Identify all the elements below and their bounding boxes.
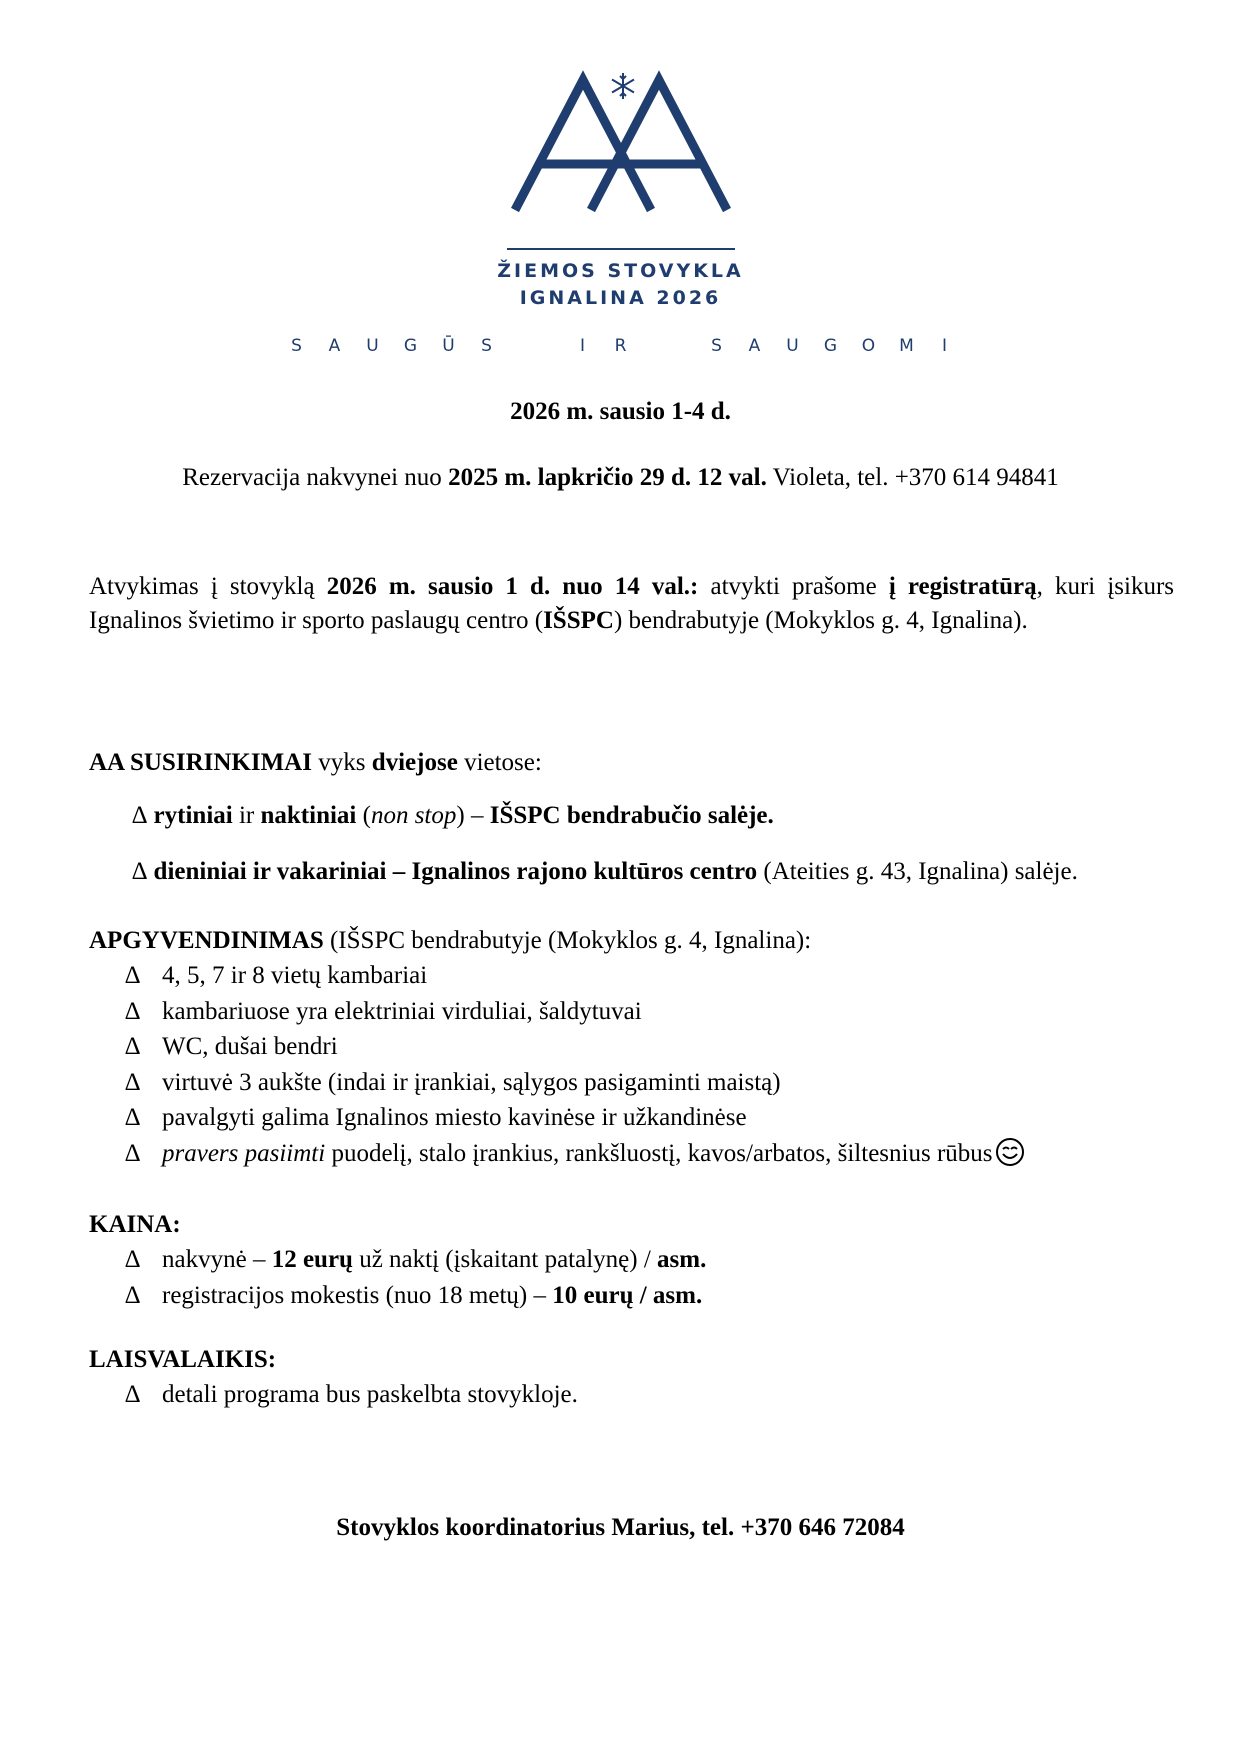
tagline	[0, 336, 1241, 356]
triangle-bullet-icon: ∆	[125, 962, 141, 989]
list-item: ∆ kambariuose yra elektriniai virduliai, šaldytuvai	[89, 994, 1189, 1030]
event-date: 2026 m. sausio 1-4 d.	[510, 398, 731, 425]
triangle-bullet-icon: ∆	[125, 1281, 141, 1309]
tagline-letter: A	[328, 336, 341, 356]
reservation-contact: Violeta, tel. +370 614 94841	[766, 464, 1059, 491]
logo-divider	[507, 248, 735, 250]
tagline-letter: Ū	[442, 336, 455, 356]
triangle-bullet-icon: ∆	[125, 1104, 141, 1131]
tagline-letter: A	[748, 336, 761, 356]
reservation-date: 2025 m. lapkričio 29 d. 12 val.	[448, 464, 767, 491]
accommodation-heading: APGYVENDINIMAS (IŠSPC bendrabutyje (Mokyklos g. 4, Ignalina):	[89, 927, 812, 954]
price-heading: KAINA:	[89, 1211, 181, 1238]
triangle-bullet-icon: ∆	[125, 1381, 141, 1408]
triangle-bullet-icon: ∆	[125, 997, 141, 1025]
triangle-bullet-icon: ∆	[125, 1139, 141, 1167]
logo-subtitle: IGNALINA 2026	[519, 287, 722, 309]
list-item: ∆ virtuvė 3 aukšte (indai ir įrankiai, sąlygos pasigaminti maistą)	[89, 1065, 1189, 1101]
aa-logo-mark	[501, 60, 741, 220]
tagline-letter: S	[481, 336, 492, 356]
tagline-letter: I	[941, 336, 947, 356]
tagline-letter: S	[711, 336, 722, 356]
reservation-prefix: Rezervacija nakvynei nuo	[182, 464, 449, 491]
list-item: ∆ pavalgyti galima Ignalinos miesto kavinėse ir užkandinėse	[89, 1100, 1189, 1136]
smiley-icon	[995, 1137, 1025, 1167]
triangle-bullet-icon: ∆	[125, 1068, 141, 1096]
coordinator-contact: Stovyklos koordinatorius Marius, tel. +370 646 72084	[336, 1514, 905, 1541]
tagline-letter: O	[861, 336, 876, 356]
reservation-line	[0, 464, 1241, 492]
tagline-letter: I	[579, 336, 585, 356]
leisure-section	[89, 1343, 1189, 1413]
price-list	[89, 1242, 1189, 1313]
logo	[0, 60, 1241, 309]
logo-title: ŽIEMOS STOVYKLA	[497, 260, 744, 282]
price-section	[89, 1208, 1189, 1313]
meeting-item-morning-night: ∆ rytiniai ir naktiniai (non stop) – IŠSPC bendrabučio salėje.	[132, 802, 774, 829]
triangle-bullet-icon: ∆	[125, 1033, 141, 1060]
tagline-letter: R	[614, 336, 627, 356]
tagline-letter: U	[786, 336, 799, 356]
list-item: ∆ nakvynė – 12 eurų už naktį (įskaitant patalynę) / asm.	[89, 1242, 1189, 1278]
accommodation-section	[89, 924, 1189, 1171]
list-item: ∆ WC, dušai bendri	[89, 1029, 1189, 1065]
leisure-heading: LAISVALAIKIS:	[89, 1346, 277, 1373]
triangle-bullet-icon: ∆	[132, 802, 148, 829]
tagline-letter: G	[823, 336, 838, 356]
leisure-list	[89, 1377, 1189, 1413]
arrival-paragraph: Atvykimas į stovyklą 2026 m. sausio 1 d. nuo 14 val.: atvykti prašome į registratūrą, kuri įsikurs Ignalinos švietimo ir sporto paslaugų centro (IŠSPC) bendrabutyje (Mokyklos g. 4, Ignalina).	[89, 573, 1174, 634]
meeting-item-day-evening: ∆ dieniniai ir vakariniai – Ignalinos rajono kultūros centro (Ateities g. 43, Ignalina) salėje.	[132, 858, 1078, 885]
tagline-letter: M	[899, 336, 914, 356]
list-item: ∆ registracijos mokestis (nuo 18 metų) – 10 eurų / asm.	[89, 1278, 1189, 1314]
list-item: ∆ detali programa bus paskelbta stovykloje.	[89, 1377, 1189, 1413]
meetings-heading: AA SUSIRINKIMAI vyks dviejose vietose:	[89, 749, 542, 776]
tagline-letter: S	[291, 336, 302, 356]
triangle-bullet-icon: ∆	[132, 858, 148, 885]
list-item: ∆ 4, 5, 7 ir 8 vietų kambariai	[89, 958, 1189, 994]
accommodation-list	[89, 958, 1189, 1171]
list-item: ∆ pravers pasiimti puodelį, stalo įrankius, rankšluostį, kavos/arbatos, šiltesnius rūbus	[89, 1136, 1189, 1172]
triangle-bullet-icon: ∆	[125, 1246, 141, 1273]
snowflake-icon	[612, 73, 634, 99]
tagline-letter: U	[366, 336, 379, 356]
tagline-letter: G	[403, 336, 418, 356]
